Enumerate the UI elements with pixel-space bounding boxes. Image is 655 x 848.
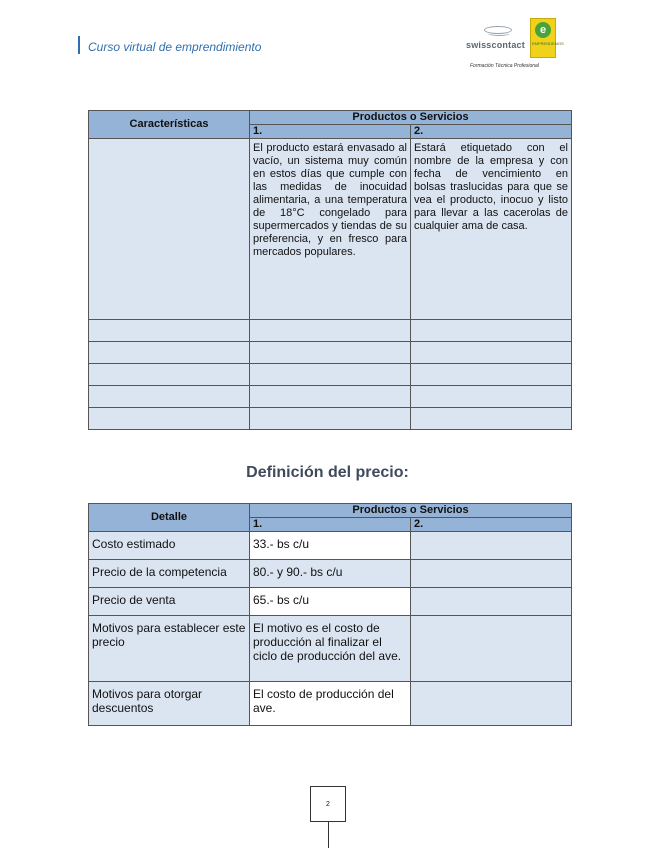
page-number-line xyxy=(328,822,329,848)
empty-cell xyxy=(411,386,572,408)
cell-product-1: 33.- bs c/u xyxy=(250,532,411,560)
product-2-description: Estará etiquetado con el nombre de la empresa y con fecha de vencimiento en bolsas traslucidas para que se vea el producto, inocuo y listo para llevar a las cacerolas de cualquier ama de casa. xyxy=(411,139,572,320)
badge-letter: e xyxy=(535,22,551,38)
cell-product-2 xyxy=(411,532,572,560)
row-label: Costo estimado xyxy=(89,532,250,560)
badge-tag: EMPRENDEMOS xyxy=(532,41,564,46)
empty-cell xyxy=(250,386,411,408)
characteristics-table xyxy=(88,110,572,430)
group-header-products: Productos o Servicios xyxy=(250,504,572,518)
col-header-characteristics: Características xyxy=(89,111,250,139)
cell-product-2 xyxy=(411,560,572,588)
empty-cell xyxy=(89,408,250,430)
price-table xyxy=(88,503,572,726)
cell-product-1: 80.- y 90.- bs c/u xyxy=(250,560,411,588)
header-title: Curso virtual de emprendimiento xyxy=(88,40,262,54)
cell-product-1: El costo de producción del ave. xyxy=(250,682,411,726)
page-number: 2 xyxy=(310,786,346,822)
row-label: Precio de venta xyxy=(89,588,250,616)
empty-cell xyxy=(89,342,250,364)
empty-cell xyxy=(250,364,411,386)
empty-cell xyxy=(411,342,572,364)
cell-product-2 xyxy=(411,616,572,682)
col-header-2: 2. xyxy=(411,125,572,139)
cell-product-2 xyxy=(411,682,572,726)
product-1-description: El producto estará envasado al vacío, un sistema muy común en estos días que cumple con las medidas de inocuidad alimentaria, a una temperatura de 18°C congelado para supermercados y tiendas de su preferencia, y en fresco para mercados populares. xyxy=(250,139,411,320)
row-label xyxy=(89,139,250,320)
empty-cell xyxy=(411,364,572,386)
empty-cell xyxy=(250,320,411,342)
swisscontact-logo xyxy=(466,20,528,58)
logo-swoosh2-icon xyxy=(488,31,510,36)
empty-cell xyxy=(411,408,572,430)
row-label: Motivos para establecer este precio xyxy=(89,616,250,682)
cell-product-1: 65.- bs c/u xyxy=(250,588,411,616)
logo-name: swisscontact xyxy=(466,40,525,50)
section-title: Definición del precio: xyxy=(246,464,409,481)
cell-product-2 xyxy=(411,588,572,616)
group-header-products: Productos o Servicios xyxy=(250,111,572,125)
cell-product-1: El motivo es el costo de producción al finalizar el ciclo de producción del ave. xyxy=(250,616,411,682)
emprendemos-badge xyxy=(530,18,564,58)
logo-group xyxy=(466,18,564,74)
header-accent-bar xyxy=(78,36,80,54)
empty-cell xyxy=(89,386,250,408)
empty-cell xyxy=(89,364,250,386)
row-label: Precio de la competencia xyxy=(89,560,250,588)
empty-cell xyxy=(411,320,572,342)
empty-cell xyxy=(250,408,411,430)
col-header-1: 1. xyxy=(250,125,411,139)
empty-cell xyxy=(89,320,250,342)
col-header-detail: Detalle xyxy=(89,504,250,532)
empty-cell xyxy=(250,342,411,364)
row-label: Motivos para otorgar descuentos xyxy=(89,682,250,726)
logo-caption: Formación Técnica Profesional xyxy=(470,63,539,69)
col-header-2: 2. xyxy=(411,518,572,532)
col-header-1: 1. xyxy=(250,518,411,532)
